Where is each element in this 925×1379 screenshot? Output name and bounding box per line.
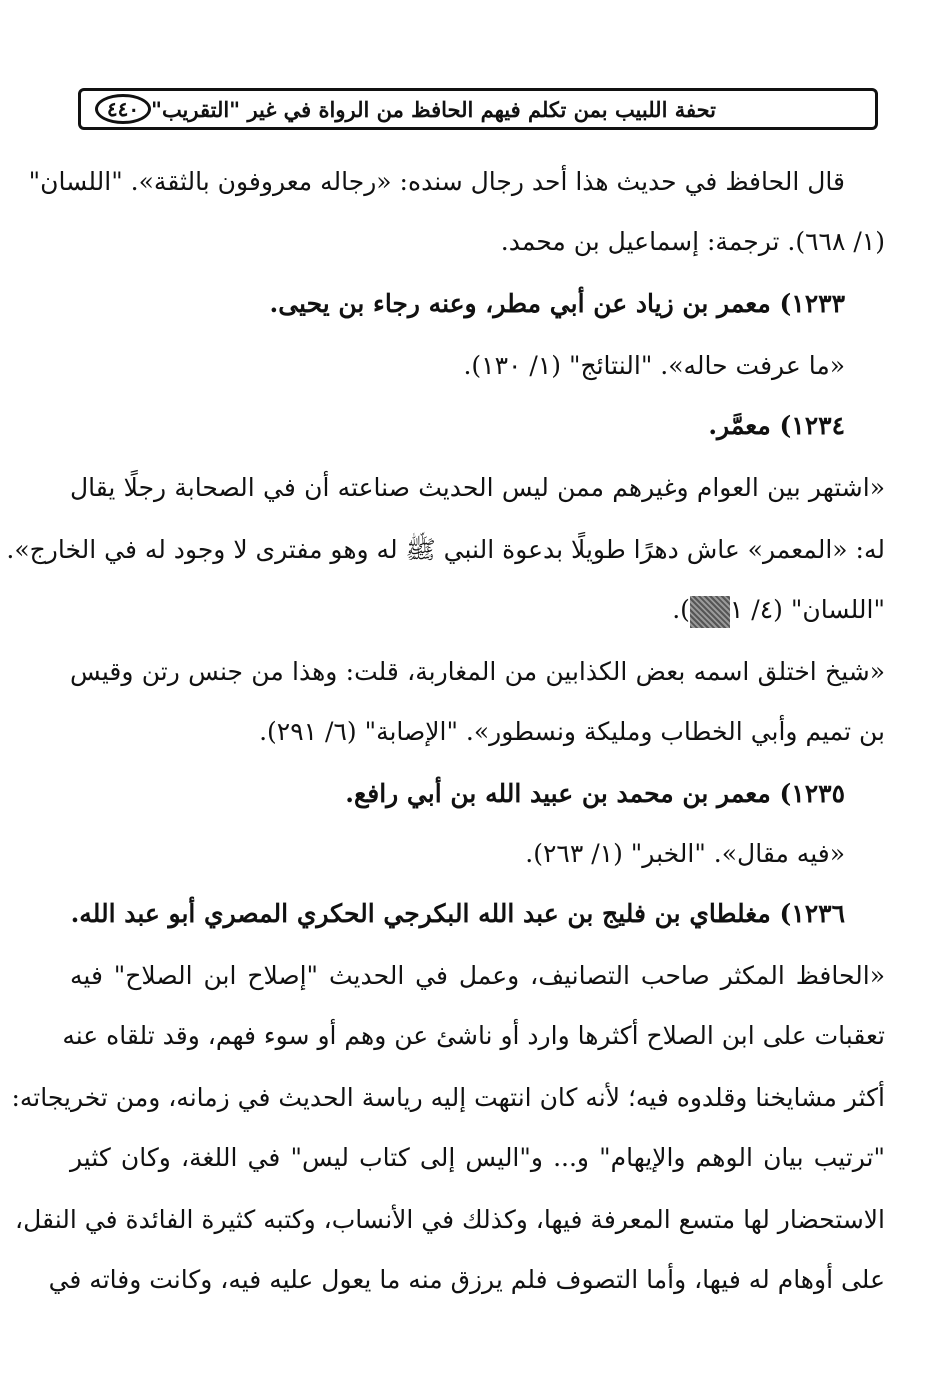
text-line-7: له: «المعمر» عاش دهرًا طويلًا بدعوة النبي ﷺ له وهو مفترى لا وجود له في الخارج».: [6, 535, 885, 564]
entry-1233-heading: ١٢٣٣) معمر بن زياد عن أبي مطر، وعنه رجاء بن يحيى.: [269, 289, 845, 318]
running-header: [78, 88, 878, 130]
text-line-8: [70, 590, 885, 630]
text-line-17: "ترتيب بيان الوهم والإيهام" و... و"اليس إلى كتاب ليس" في اللغة، وكان كثير: [70, 1143, 885, 1172]
text-line-19: على أوهام له فيها، وأما التصوف فلم يرزق منه ما يعول عليه فيه، وكانت وفاته في: [48, 1265, 885, 1294]
smudged-print-image: [690, 596, 730, 628]
text-line-2: (١/ ٦٦٨). ترجمة: إسماعيل بن محمد.: [500, 227, 885, 256]
page-number: ٤٤٠: [95, 94, 151, 124]
text-line-9: «شيخ اختلق اسمه بعض الكذابين من المغاربة، قلت: وهذا من جنس رتن وقيس: [70, 657, 885, 686]
text-line-1: قال الحافظ في حديث هذا أحد رجال سنده: «رجاله معروفون بالثقة». "اللسان": [28, 167, 845, 196]
text-line-6: «اشتهر بين العوام وغيرهم ممن ليس الحديث صناعته أن في الصحابة رجلًا يقال: [70, 473, 885, 502]
text-line-12: «فيه مقال». "الخبر" (١/ ٢٦٣).: [525, 839, 845, 868]
entry-1235-heading: ١٢٣٥) معمر بن محمد بن عبيد الله بن أبي رافع.: [345, 779, 845, 808]
text-line-18: الاستحضار لها متسع المعرفة فيها، وكذلك في الأنساب، وكتبه كثيرة الفائدة في النقل،: [15, 1205, 885, 1234]
entry-1236-heading: ١٢٣٦) مغلطاي بن فليج بن عبد الله البكرجي الحكري المصري أبو عبد الله.: [70, 899, 845, 928]
text-line-16: أكثر مشايخنا وقلدوه فيه؛ لأنه كان انتهت إليه رياسة الحديث في زمانه، ومن تخريجاته:: [11, 1083, 885, 1112]
text-line-10: بن تميم وأبي الخطاب ومليكة ونسطور». "الإصابة" (٦/ ٢٩١).: [259, 717, 885, 746]
entry-1234-heading: ١٢٣٤) معمَّر.: [708, 411, 845, 440]
citation-lisan: "اللسان" (٤/ ١: [729, 595, 885, 624]
text-line-15: تعقبات على ابن الصلاح أكثرها وارد أو ناشئ عن وهم أو سوء فهم، وقد تلقاه عنه: [62, 1021, 885, 1050]
text-line-4: «ما عرفت حاله». "النتائج" (١/ ١٣٠).: [463, 351, 845, 380]
running-title: تحفة اللبيب بمن تكلم فيهم الحافظ من الرواة في غير "التقريب": [151, 96, 717, 122]
citation-suffix: ).: [672, 595, 690, 624]
text-line-14: «الحافظ المكثر صاحب التصانيف، وعمل في الحديث "إصلاح ابن الصلاح" فيه: [70, 961, 885, 990]
